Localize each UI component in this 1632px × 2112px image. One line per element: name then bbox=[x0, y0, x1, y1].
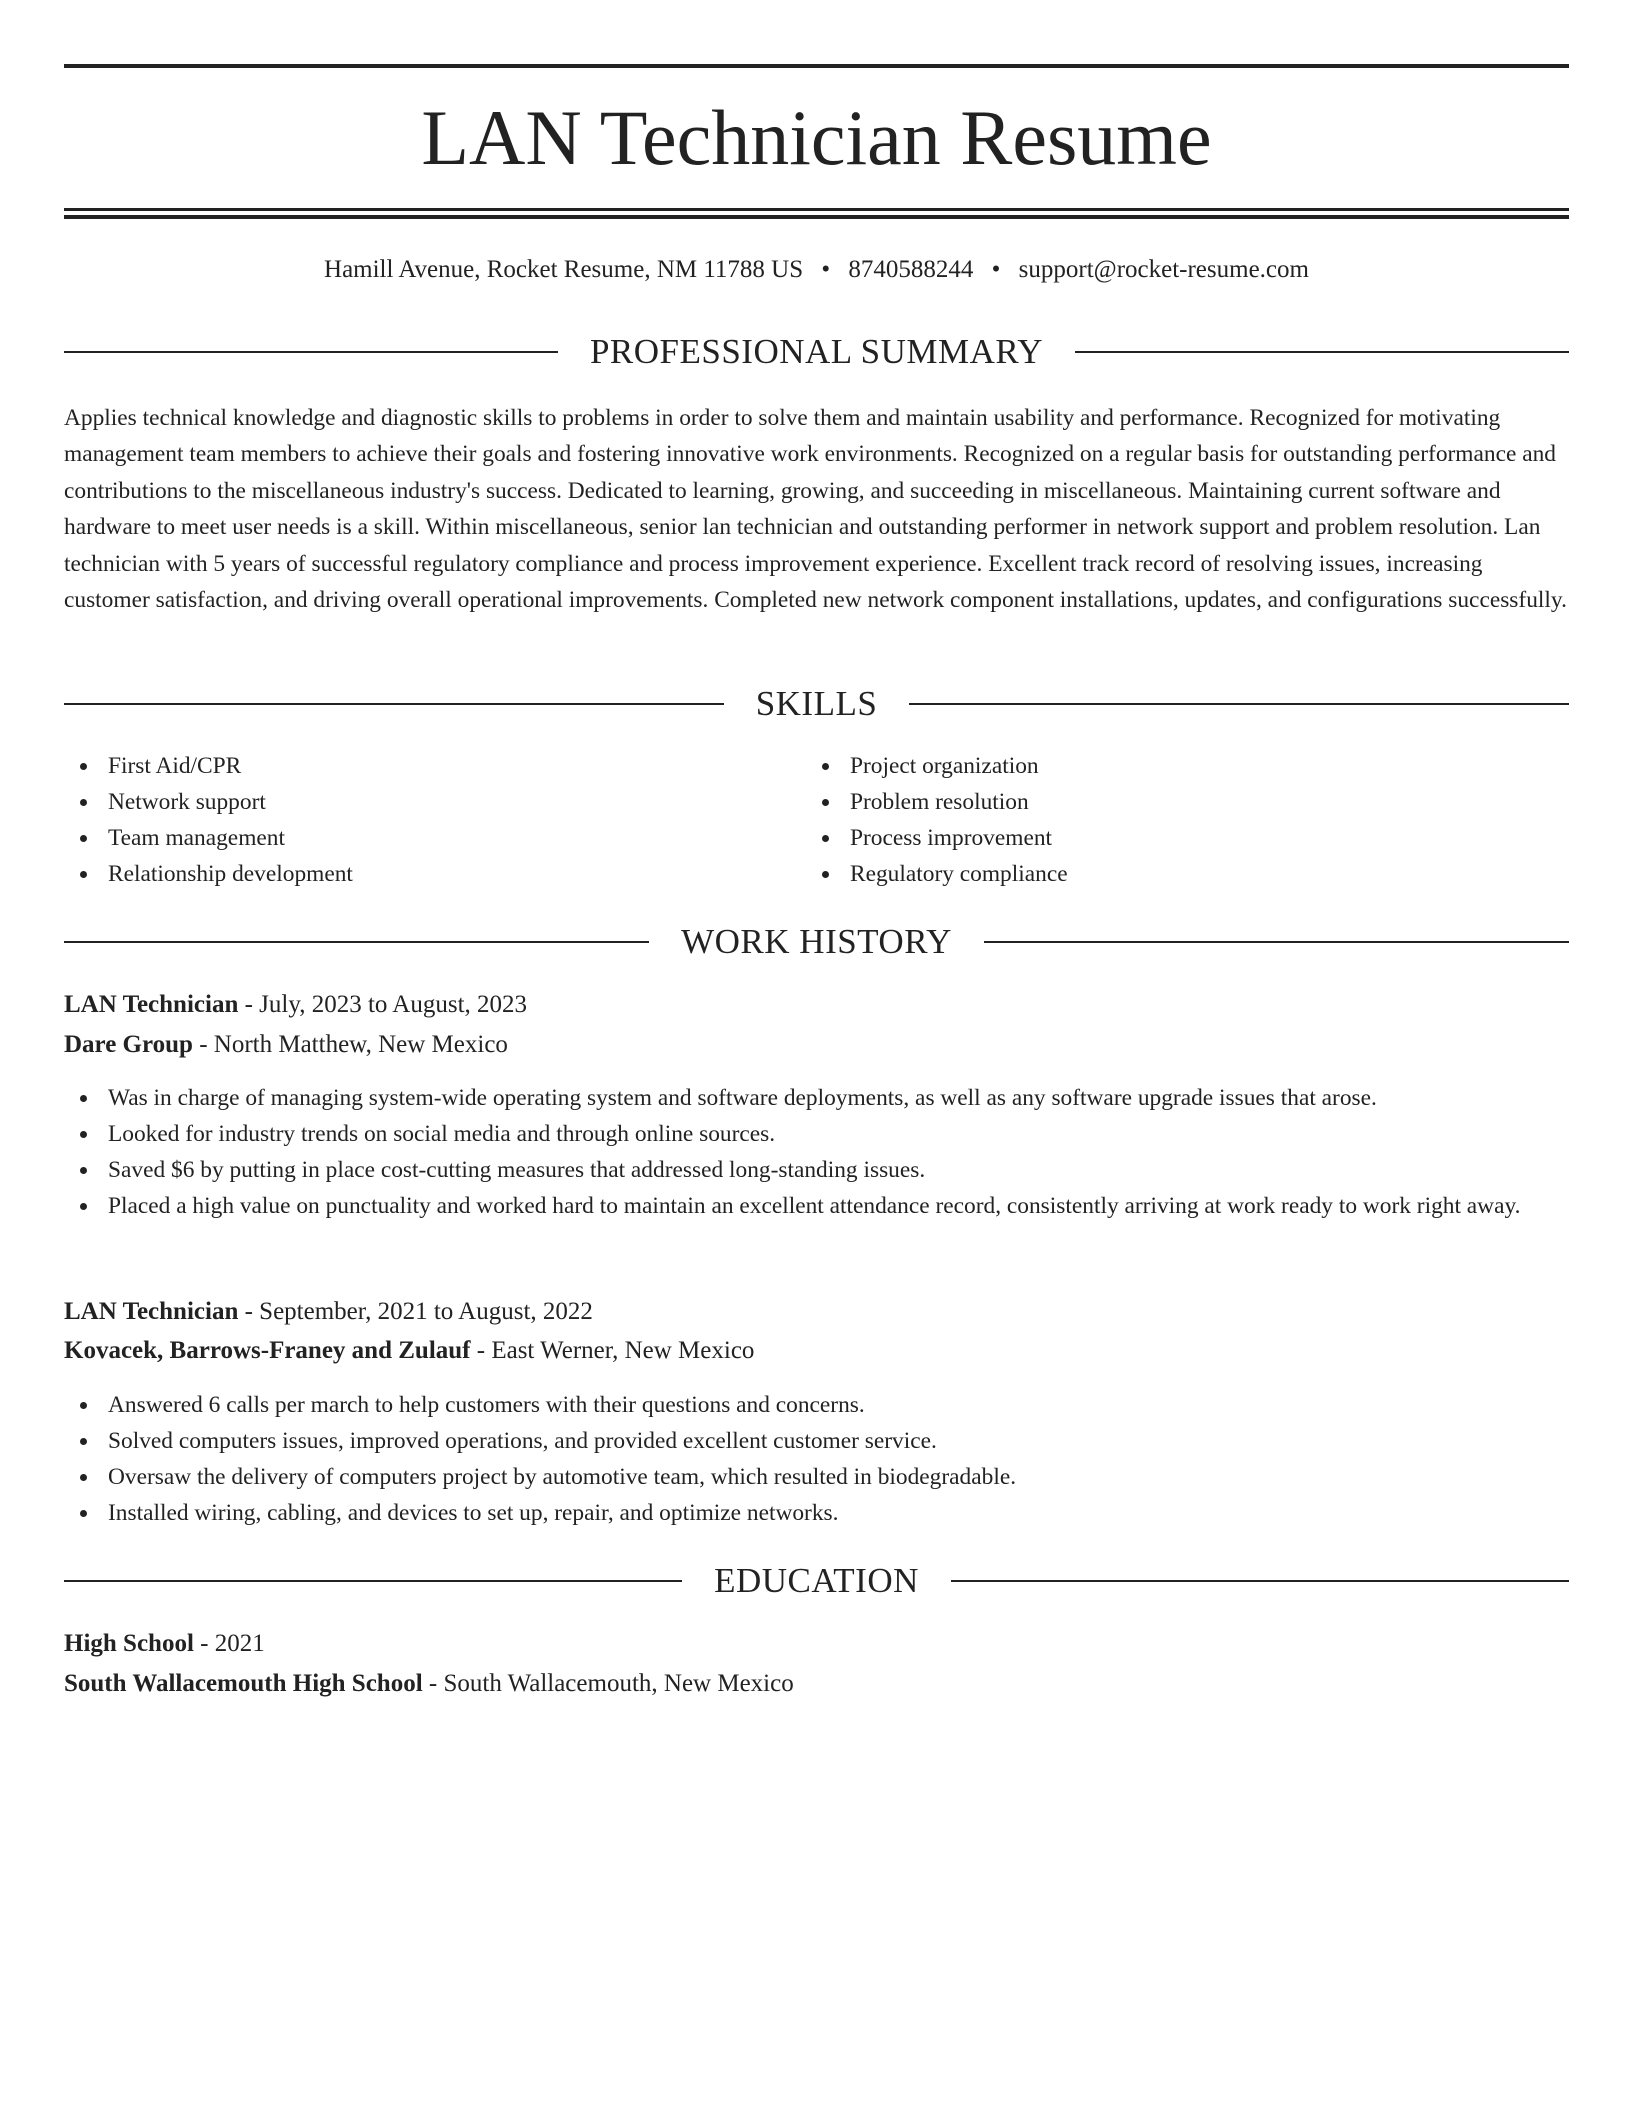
summary-heading-label: PROFESSIONAL SUMMARY bbox=[589, 332, 1044, 371]
heading-rule-right bbox=[1075, 351, 1569, 353]
work-heading bbox=[64, 920, 1569, 964]
education-school-line bbox=[64, 1665, 1569, 1703]
skills-heading bbox=[64, 682, 1569, 726]
skill-item: Team management bbox=[64, 820, 764, 856]
job-title-line bbox=[64, 986, 1569, 1024]
job-bullet: Solved computers issues, improved operations, and provided excellent customer service. bbox=[64, 1423, 1569, 1459]
work-heading-label: WORK HISTORY bbox=[681, 922, 952, 961]
skills-heading-label: SKILLS bbox=[755, 684, 878, 723]
contact-address: Hamill Avenue, Rocket Resume, NM 11788 US bbox=[324, 256, 804, 283]
contact-phone: 8740588244 bbox=[848, 256, 974, 283]
job-bullet: Looked for industry trends on social media and through online sources. bbox=[64, 1116, 1569, 1152]
job-bullet: Oversaw the delivery of computers project by automotive team, which resulted in biodegradable. bbox=[64, 1459, 1569, 1495]
heading-rule-right bbox=[951, 1580, 1569, 1582]
job-company: Dare Group bbox=[64, 1031, 193, 1058]
contact-line bbox=[64, 252, 1569, 288]
education-degree: High School bbox=[64, 1630, 194, 1657]
summary-text: Applies technical knowledge and diagnostic skills to problems in order to solve them and maintain usability and performance. Recognized for motivating management team members to achieve their goals and fostering innovative work environments. Recognized on a regular basis for outstanding performance and contributions to the miscellaneous industry's success. Dedicated to learning, growing, and succeeding in miscellaneous. Maintaining current software and hardware to meet user needs is a skill. Within miscellaneous, senior lan technician and outstanding performer in network support and problem resolution. Lan technician with 5 years of successful regulatory compliance and process improvement experience. Excellent track record of resolving issues, increasing customer satisfaction, and driving overall operational improvements. Completed new network component installations, updates, and configurations successfully. bbox=[64, 405, 1567, 614]
skill-item: Network support bbox=[64, 784, 764, 820]
job-title: LAN Technician bbox=[64, 1298, 239, 1325]
skill-item: Project organization bbox=[806, 748, 1506, 784]
skills-list-right bbox=[806, 748, 1506, 892]
education-degree-line bbox=[64, 1625, 1569, 1663]
heading-rule-left bbox=[64, 703, 724, 705]
job-dates: - September, 2021 to August, 2022 bbox=[238, 1298, 593, 1325]
contact-separator: • bbox=[991, 256, 1001, 283]
skill-item: Problem resolution bbox=[806, 784, 1506, 820]
job-bullet: Installed wiring, cabling, and devices to set up, repair, and optimize networks. bbox=[64, 1495, 1569, 1531]
education-school: South Wallacemouth High School bbox=[64, 1670, 423, 1697]
job-bullets bbox=[64, 1387, 1569, 1531]
skills-list-left bbox=[64, 748, 764, 892]
education-heading-label: EDUCATION bbox=[714, 1561, 919, 1600]
skill-item: Process improvement bbox=[806, 820, 1506, 856]
job-bullets bbox=[64, 1080, 1569, 1224]
heading-rule-left bbox=[64, 941, 649, 943]
job-dates: - July, 2023 to August, 2023 bbox=[238, 991, 528, 1018]
skill-item: Relationship development bbox=[64, 856, 764, 892]
title-rule-upper bbox=[64, 208, 1569, 211]
education-location: - South Wallacemouth, New Mexico bbox=[422, 1670, 794, 1697]
job-bullet: Saved $6 by putting in place cost-cutting measures that addressed long-standing issues. bbox=[64, 1152, 1569, 1188]
job-company: Kovacek, Barrows-Franey and Zulauf bbox=[64, 1337, 471, 1364]
job-title: LAN Technician bbox=[64, 991, 239, 1018]
title-rule-lower bbox=[64, 215, 1569, 219]
job-company-line bbox=[64, 1026, 1569, 1064]
skill-item: First Aid/CPR bbox=[64, 748, 764, 784]
resume-title: LAN Technician Resume bbox=[421, 94, 1212, 181]
heading-rule-left bbox=[64, 351, 558, 353]
job-bullet: Answered 6 calls per march to help customers with their questions and concerns. bbox=[64, 1387, 1569, 1423]
education-year: - 2021 bbox=[193, 1630, 265, 1657]
job-bullet: Placed a high value on punctuality and worked hard to maintain an excellent attendance record, consistently arriving at work ready to work right away. bbox=[64, 1188, 1569, 1224]
job-bullet: Was in charge of managing system-wide operating system and software deployments, as well as any software upgrade issues that arose. bbox=[64, 1080, 1569, 1116]
top-rule bbox=[64, 64, 1569, 68]
summary-heading bbox=[64, 330, 1569, 374]
education-heading bbox=[64, 1559, 1569, 1603]
job-title-line bbox=[64, 1293, 1569, 1331]
contact-separator: • bbox=[821, 256, 831, 283]
job-location: - North Matthew, New Mexico bbox=[192, 1031, 508, 1058]
job-company-line bbox=[64, 1332, 1569, 1370]
contact-email: support@rocket-resume.com bbox=[1018, 256, 1309, 283]
heading-rule-right bbox=[984, 941, 1569, 943]
skill-item: Regulatory compliance bbox=[806, 856, 1506, 892]
heading-rule-right bbox=[909, 703, 1569, 705]
heading-rule-left bbox=[64, 1580, 682, 1582]
job-location: - East Werner, New Mexico bbox=[470, 1337, 755, 1364]
